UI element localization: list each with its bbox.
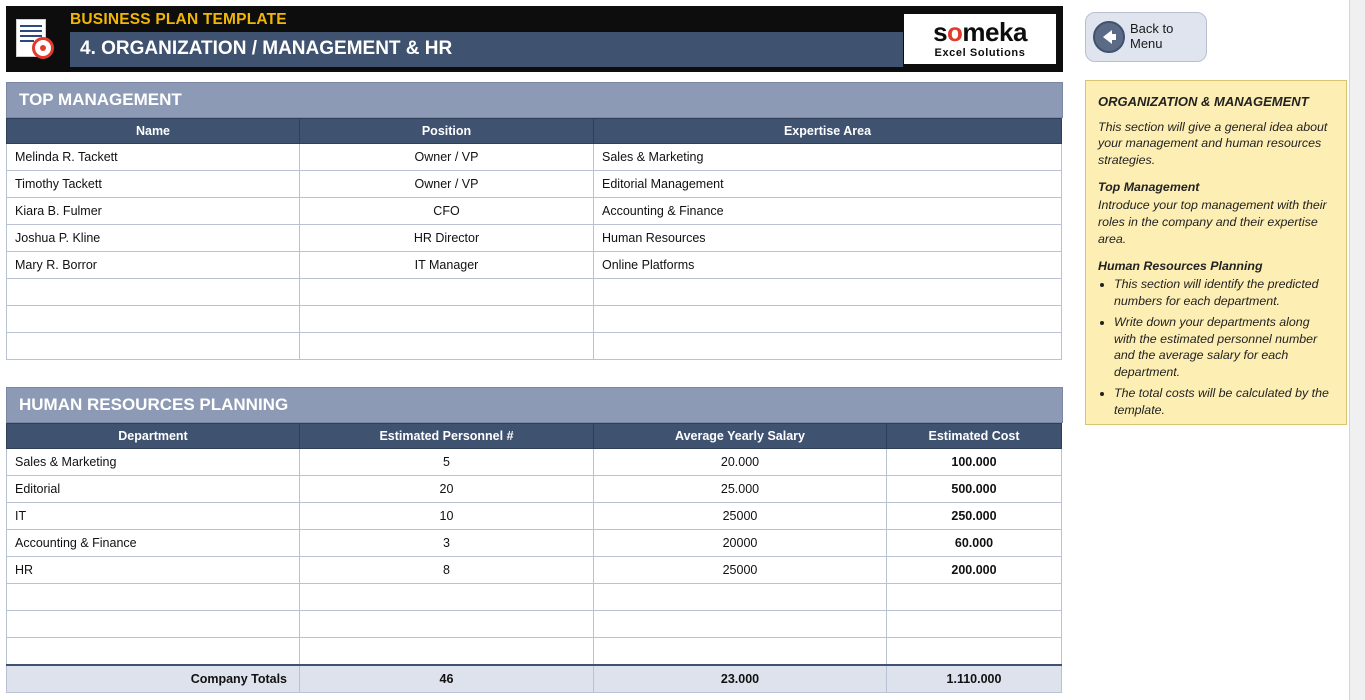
cell-name[interactable]: Timothy Tackett xyxy=(7,171,300,198)
header-subtitle: BUSINESS PLAN TEMPLATE xyxy=(70,11,287,28)
table-row[interactable] xyxy=(7,333,1062,360)
company-totals-row xyxy=(7,665,1062,693)
totals-personnel: 46 xyxy=(300,665,594,693)
cell-name[interactable] xyxy=(7,279,300,306)
table-row[interactable] xyxy=(7,530,1062,557)
notes-sub1-title: Top Management xyxy=(1098,179,1200,194)
back-label-line2: Menu xyxy=(1130,36,1163,51)
cell-personnel[interactable]: 10 xyxy=(300,503,594,530)
cell-expertise[interactable]: Editorial Management xyxy=(594,171,1062,198)
cell-salary[interactable]: 20000 xyxy=(594,530,887,557)
table-header-row xyxy=(7,424,1062,449)
top-management-table xyxy=(6,118,1062,360)
notes-title: ORGANIZATION & MANAGEMENT xyxy=(1098,94,1309,109)
cell-department[interactable] xyxy=(7,611,300,638)
cell-cost: 250.000 xyxy=(887,503,1062,530)
cell-personnel[interactable] xyxy=(300,584,594,611)
list-item: • Write down your departments along with the estimated personnel number and the average salary for each department. xyxy=(1114,314,1334,381)
top-management-section xyxy=(6,82,1063,360)
totals-label: Company Totals xyxy=(7,665,300,693)
cell-cost: 100.000 xyxy=(887,449,1062,476)
back-label-line1: Back to xyxy=(1130,21,1174,37)
cell-cost xyxy=(887,638,1062,665)
cell-name[interactable] xyxy=(7,333,300,360)
cell-department[interactable]: HR xyxy=(7,557,300,584)
cell-expertise[interactable]: Sales & Marketing xyxy=(594,144,1062,171)
hr-planning-section xyxy=(6,387,1063,693)
brand-name: someka xyxy=(933,17,1027,47)
cell-position[interactable] xyxy=(300,306,594,333)
back-arrow-icon xyxy=(1092,20,1126,54)
cell-position[interactable]: CFO xyxy=(300,198,594,225)
table-row[interactable] xyxy=(7,306,1062,333)
cell-expertise[interactable]: Accounting & Finance xyxy=(594,198,1062,225)
cell-cost: 200.000 xyxy=(887,557,1062,584)
cell-salary[interactable]: 20.000 xyxy=(594,449,887,476)
totals-cost: 1.110.000 xyxy=(887,665,1062,693)
table-row[interactable] xyxy=(7,449,1062,476)
list-item: • This section will identify the predicted numbers for each department. xyxy=(1114,276,1334,309)
cell-salary[interactable]: 25000 xyxy=(594,503,887,530)
cell-expertise[interactable]: Human Resources xyxy=(594,225,1062,252)
cell-name[interactable]: Joshua P. Kline xyxy=(7,225,300,252)
cell-cost: 60.000 xyxy=(887,530,1062,557)
cell-department[interactable] xyxy=(7,584,300,611)
cell-personnel[interactable]: 20 xyxy=(300,476,594,503)
cell-salary[interactable]: 25000 xyxy=(594,557,887,584)
document-target-icon xyxy=(16,19,54,59)
hr-planning-table xyxy=(6,423,1062,693)
cell-department[interactable]: Editorial xyxy=(7,476,300,503)
cell-department[interactable] xyxy=(7,638,300,665)
cell-cost xyxy=(887,584,1062,611)
column-header-name: Name xyxy=(7,119,300,144)
cell-cost xyxy=(887,611,1062,638)
cell-position[interactable] xyxy=(300,279,594,306)
table-row[interactable] xyxy=(7,476,1062,503)
brand-tagline: Excel Solutions xyxy=(934,47,1026,59)
vertical-scrollbar[interactable] xyxy=(1349,0,1365,700)
cell-name[interactable] xyxy=(7,306,300,333)
table-row[interactable] xyxy=(7,225,1062,252)
hr-planning-title: HUMAN RESOURCES PLANNING xyxy=(6,387,1063,423)
cell-name[interactable]: Kiara B. Fulmer xyxy=(7,198,300,225)
brand-logo xyxy=(903,6,1063,72)
column-header-personnel: Estimated Personnel # xyxy=(300,424,594,449)
cell-cost: 500.000 xyxy=(887,476,1062,503)
back-to-menu-button[interactable] xyxy=(1085,12,1207,62)
table-row[interactable] xyxy=(7,279,1062,306)
table-row[interactable] xyxy=(7,611,1062,638)
cell-personnel[interactable] xyxy=(300,611,594,638)
cell-department[interactable]: IT xyxy=(7,503,300,530)
cell-personnel[interactable]: 3 xyxy=(300,530,594,557)
cell-expertise[interactable] xyxy=(594,306,1062,333)
cell-position[interactable]: IT Manager xyxy=(300,252,594,279)
cell-personnel[interactable]: 8 xyxy=(300,557,594,584)
cell-personnel[interactable]: 5 xyxy=(300,449,594,476)
cell-salary[interactable]: 25.000 xyxy=(594,476,887,503)
totals-avg-salary: 23.000 xyxy=(594,665,887,693)
table-row[interactable] xyxy=(7,638,1062,665)
list-item: • The total costs will be calculated by the template. xyxy=(1114,385,1334,418)
cell-expertise[interactable] xyxy=(594,279,1062,306)
page-title: 4. ORGANIZATION / MANAGEMENT & HR xyxy=(70,32,903,67)
table-header-row xyxy=(7,119,1062,144)
cell-department[interactable]: Accounting & Finance xyxy=(7,530,300,557)
cell-position[interactable]: Owner / VP xyxy=(300,144,594,171)
page-header xyxy=(6,6,1063,72)
table-row[interactable] xyxy=(7,198,1062,225)
cell-department[interactable]: Sales & Marketing xyxy=(7,449,300,476)
header-texts xyxy=(64,6,903,72)
column-header-department: Department xyxy=(7,424,300,449)
table-row[interactable] xyxy=(7,171,1062,198)
header-logo-box xyxy=(6,6,64,72)
back-to-menu-label xyxy=(1126,22,1173,52)
cell-position[interactable] xyxy=(300,333,594,360)
top-management-title: TOP MANAGEMENT xyxy=(6,82,1063,118)
cell-position[interactable]: Owner / VP xyxy=(300,171,594,198)
notes-intro: This section will give a general idea about your management and human resources strategies. xyxy=(1098,119,1328,168)
table-row[interactable] xyxy=(7,557,1062,584)
column-header-salary: Average Yearly Salary xyxy=(594,424,887,449)
instructions-panel xyxy=(1085,80,1347,425)
table-row[interactable] xyxy=(7,252,1062,279)
cell-name[interactable]: Mary R. Borror xyxy=(7,252,300,279)
table-row[interactable] xyxy=(7,503,1062,530)
table-row[interactable] xyxy=(7,144,1062,171)
notes-bullet-list xyxy=(1098,276,1334,418)
cell-expertise[interactable] xyxy=(594,333,1062,360)
column-header-cost: Estimated Cost xyxy=(887,424,1062,449)
table-row[interactable] xyxy=(7,584,1062,611)
notes-sub1-text: Introduce your top management with their roles in the company and their expertise area. xyxy=(1098,198,1327,246)
notes-sub2-title: Human Resources Planning xyxy=(1098,258,1263,273)
cell-salary[interactable] xyxy=(594,584,887,611)
cell-personnel[interactable] xyxy=(300,638,594,665)
cell-expertise[interactable]: Online Platforms xyxy=(594,252,1062,279)
cell-position[interactable]: HR Director xyxy=(300,225,594,252)
cell-salary[interactable] xyxy=(594,638,887,665)
column-header-position: Position xyxy=(300,119,594,144)
cell-name[interactable]: Melinda R. Tackett xyxy=(7,144,300,171)
column-header-expertise: Expertise Area xyxy=(594,119,1062,144)
cell-salary[interactable] xyxy=(594,611,887,638)
